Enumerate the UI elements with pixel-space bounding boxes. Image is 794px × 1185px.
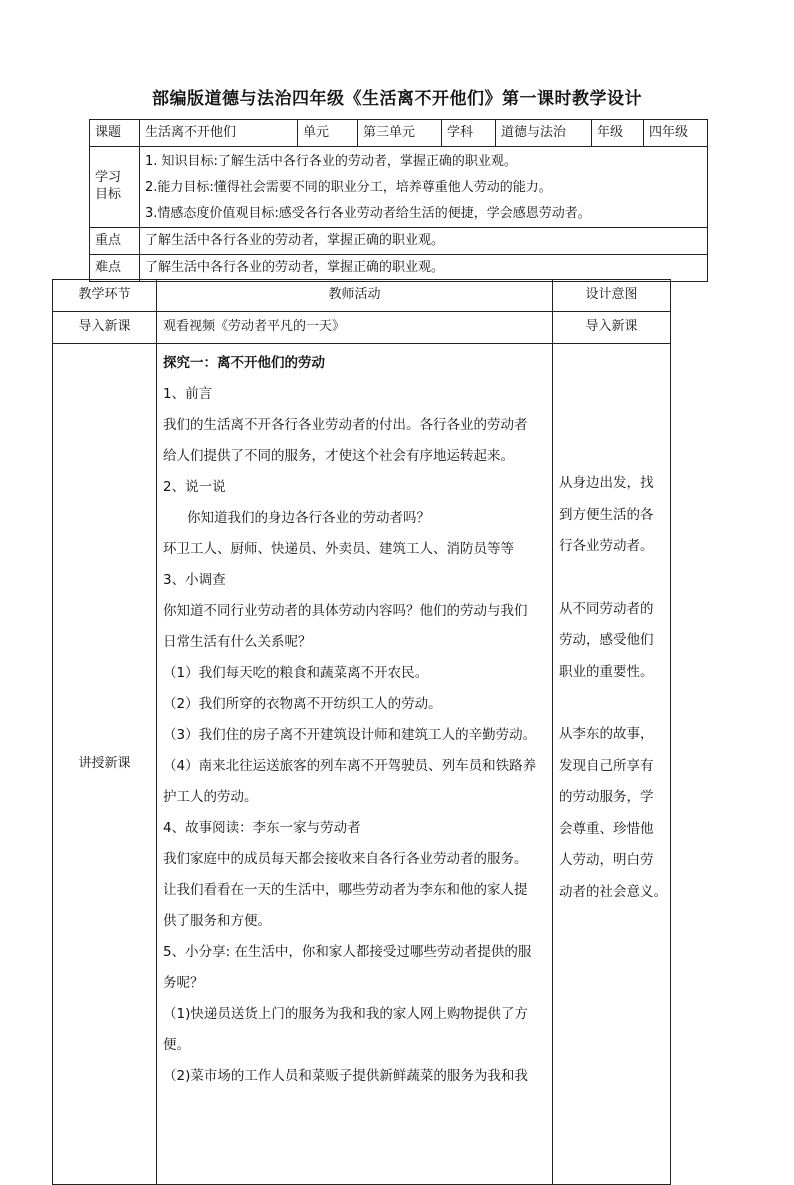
activity-line: 我们的生活离不开各行各业劳动者的付出。各行各业的劳动者 <box>163 417 528 433</box>
activity-line: 便。 <box>163 1037 190 1053</box>
unit-value: 第三单元 <box>358 120 442 147</box>
key-label: 重点 <box>90 228 140 255</box>
teaching-intent <box>553 344 671 1185</box>
activity-line: 3、小调查 <box>163 572 226 588</box>
teaching-stage: 讲授新课 <box>53 344 157 1185</box>
activity-line: 护工人的劳动。 <box>163 789 258 805</box>
intent-line: 行各业劳动者。 <box>559 538 654 554</box>
header-intent: 设计意图 <box>553 280 671 312</box>
intent-paragraph <box>559 594 670 689</box>
header-stage: 教学环节 <box>53 280 157 312</box>
difficulty-label: 难点 <box>90 255 140 282</box>
intro-intent: 导入新课 <box>553 312 671 344</box>
intent-line: 会尊重、珍惜他 <box>559 820 654 837</box>
activity-line: （2)菜市场的工作人员和菜贩子提供新鲜蔬菜的服务为我和我 <box>163 1068 528 1084</box>
teaching-activity <box>157 344 553 1185</box>
grade-label: 年级 <box>592 120 644 147</box>
page-title: 部编版道德与法治四年级《生活离不开他们》第一课时教学设计 <box>152 89 642 109</box>
lesson-info-table <box>89 119 708 282</box>
intent-line: 从李东的故事， <box>559 726 654 742</box>
intent-line: 的劳动服务，学 <box>559 789 654 805</box>
intent-line: 职业的重要性。 <box>559 663 654 680</box>
activity-line: 给人们提供了不同的服务，才使这个社会有序地运转起来。 <box>163 448 514 464</box>
goal-item: 1. 知识目标:了解生活中各行各业的劳动者，掌握正确的职业观。 <box>145 154 517 169</box>
goal-item: 2.能力目标:懂得社会需要不同的职业分工，培养尊重他人劳动的能力。 <box>145 180 552 195</box>
activity-line: （2）我们所穿的衣物离不开纺织工人的劳动。 <box>163 696 442 712</box>
goal-item: 3.情感态度价值观目标:感受各行各业劳动者给生活的便捷，学会感恩劳动者。 <box>145 206 591 221</box>
goals-label-line: 学习 <box>95 170 122 186</box>
intent-line: 动者的社会意义。 <box>559 883 667 900</box>
activity-line: 我们家庭中的成员每天都会接收来自各行各业劳动者的服务。 <box>163 851 528 867</box>
goals-label-line: 目标 <box>95 187 122 202</box>
activity-line: 你知道不同行业劳动者的具体劳动内容吗？他们的劳动与我们 <box>163 603 528 619</box>
activity-line: 4、故事阅读：李东一家与劳动者 <box>163 820 361 836</box>
header-activity: 教师活动 <box>157 280 553 312</box>
teaching-process-table <box>52 279 671 1185</box>
intent-line: 从不同劳动者的 <box>559 600 654 617</box>
difficulty-value: 了解生活中各行各业的劳动者，掌握正确的职业观。 <box>140 255 708 282</box>
activity-line: （4）南来北往运送旅客的列车离不开驾驶员、列车员和铁路养 <box>163 758 537 774</box>
activity-line: 1、前言 <box>163 386 213 402</box>
intent-line: 劳动，感受他们 <box>559 632 654 648</box>
activity-line: 环卫工人、厨师、快递员、外卖员、建筑工人、消防员等等 <box>163 541 514 557</box>
intro-stage: 导入新课 <box>53 312 157 344</box>
activity-line: 务呢？ <box>163 975 204 991</box>
course-label: 课题 <box>90 120 140 147</box>
activity-line: 2、说一说 <box>163 479 226 495</box>
unit-label: 单元 <box>298 120 358 147</box>
subject-label: 学科 <box>442 120 496 147</box>
intent-line: 从身边出发，找 <box>559 475 654 491</box>
activity-line: 你知道我们的身边各行各业的劳动者吗？ <box>187 510 430 526</box>
section-heading: 探究一：离不开他们的劳动 <box>163 355 325 371</box>
activity-line: 5、小分享: 在生活中，你和家人都接受过哪些劳动者提供的服 <box>163 944 532 960</box>
intent-paragraph <box>559 719 670 908</box>
intent-line: 发现自己所享有 <box>559 757 654 774</box>
course-value: 生活离不开他们 <box>140 120 298 147</box>
key-value: 了解生活中各行各业的劳动者，掌握正确的职业观。 <box>140 228 708 255</box>
grade-value: 四年级 <box>644 120 708 147</box>
goals-label <box>90 147 140 228</box>
subject-value: 道德与法治 <box>496 120 592 147</box>
intro-activity: 观看视频《劳动者平凡的一天》 <box>157 312 553 344</box>
activity-line: 日常生活有什么关系呢？ <box>163 634 312 650</box>
activity-line: （1)快递员送货上门的服务为我和我的家人网上购物提供了方 <box>163 1006 528 1022</box>
activity-line: （3）我们住的房子离不开建筑设计师和建筑工人的辛勤劳动。 <box>163 727 537 743</box>
intent-line: 到方便生活的各 <box>559 506 654 523</box>
intent-paragraph <box>559 468 670 563</box>
goals-list <box>140 147 708 228</box>
activity-line: 供了服务和方便。 <box>163 913 271 929</box>
intent-line: 人劳动，明白劳 <box>559 852 654 868</box>
activity-line: 让我们看看在一天的生活中，哪些劳动者为李东和他的家人提 <box>163 882 528 898</box>
activity-line: （1）我们每天吃的粮食和蔬菜离不开农民。 <box>163 665 429 681</box>
